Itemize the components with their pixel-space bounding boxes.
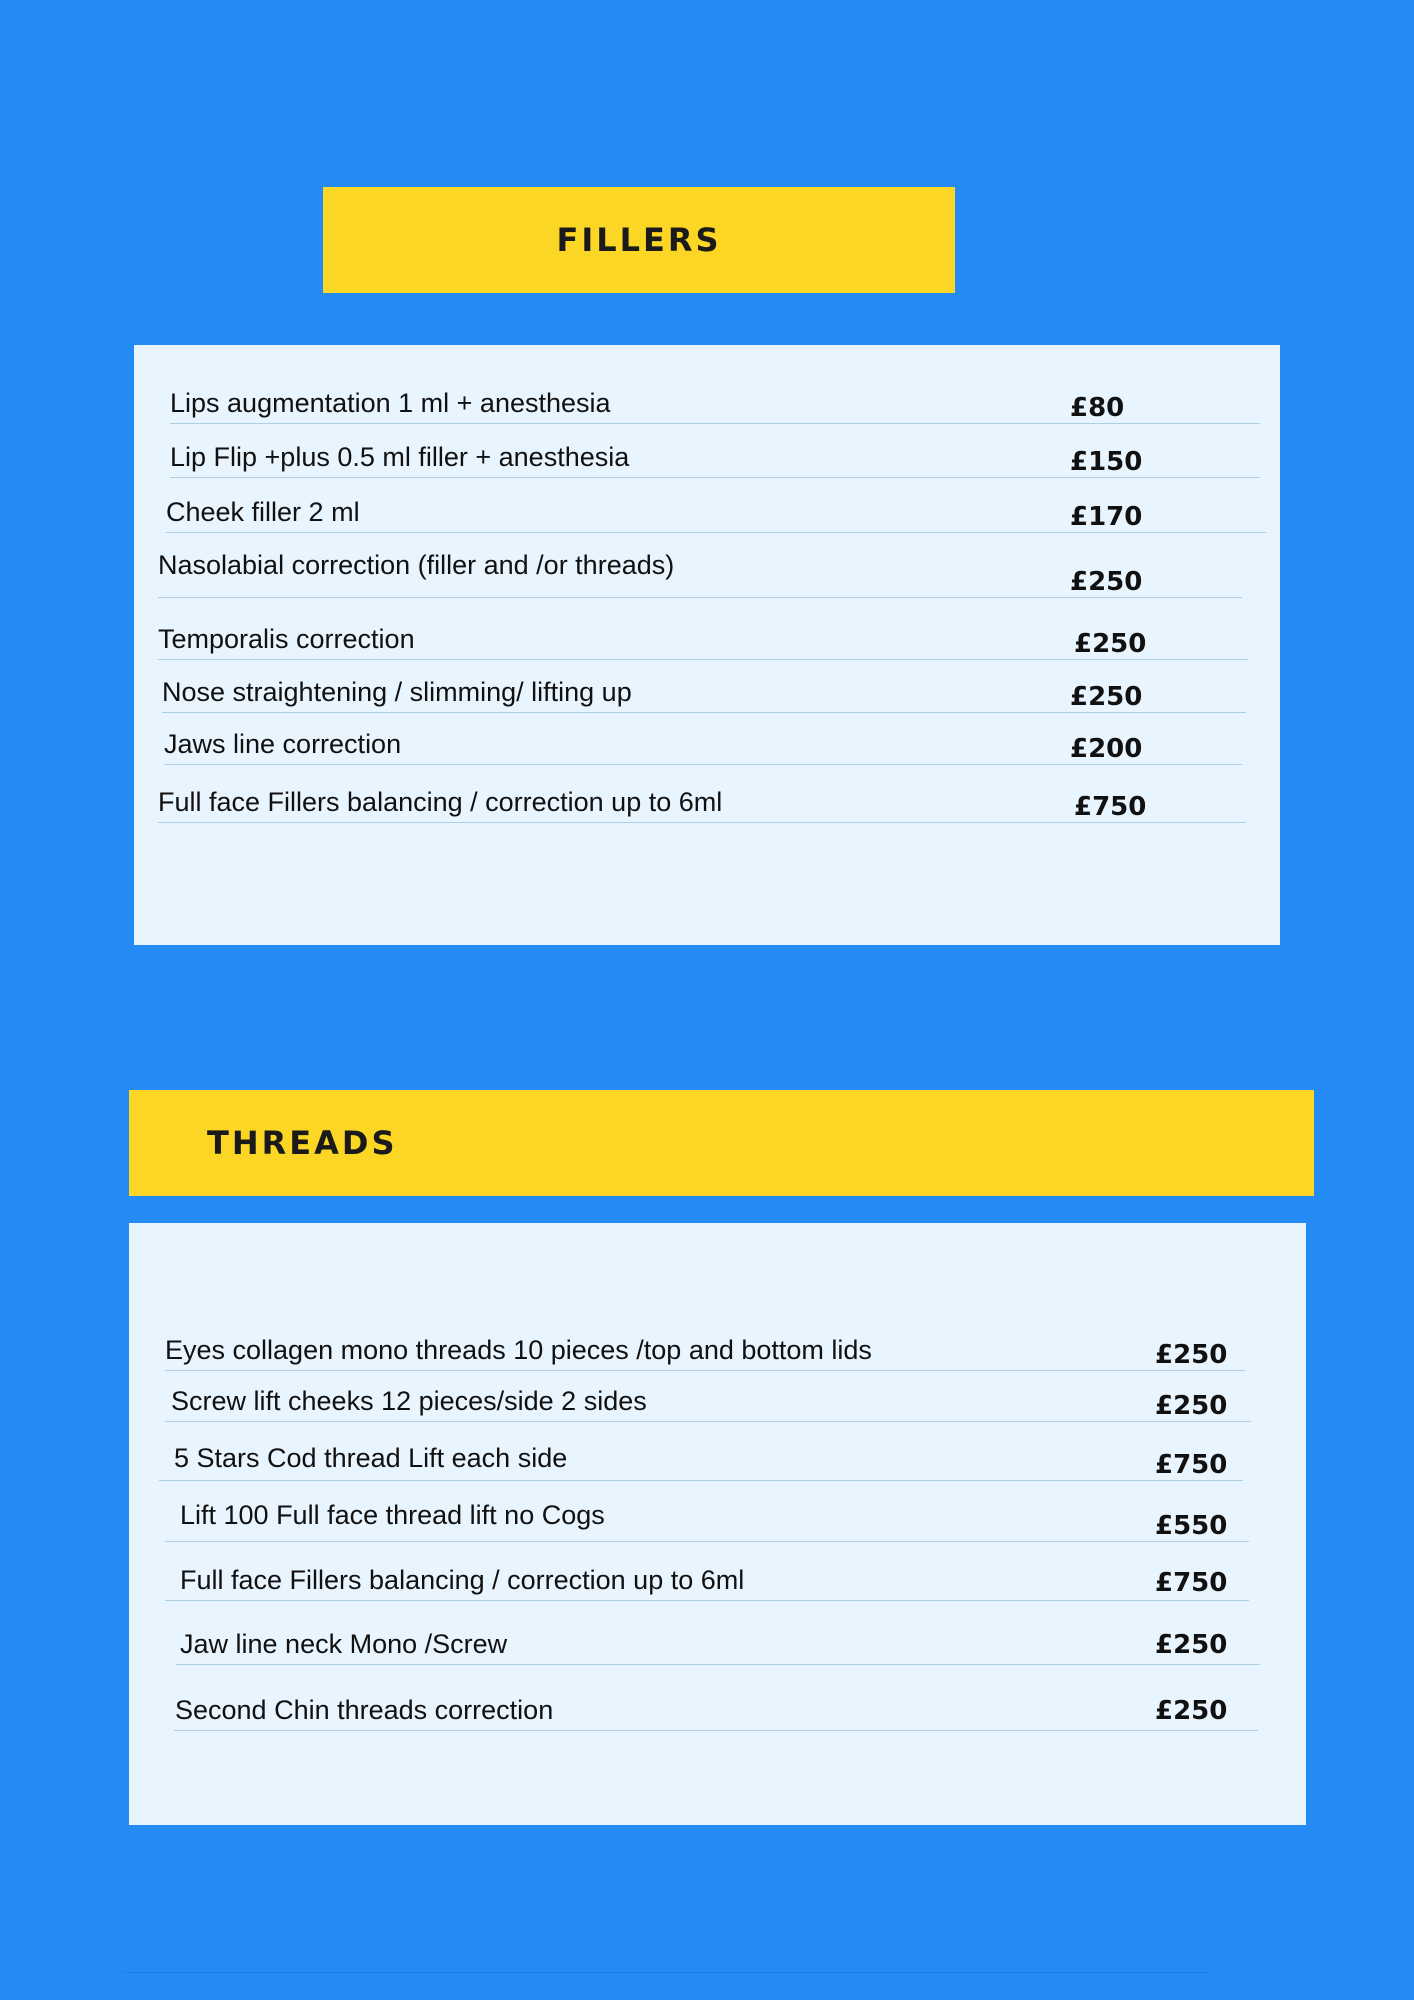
list-item [159, 1440, 1243, 1481]
item-price: £250 [1070, 567, 1143, 597]
item-price: £250 [1070, 682, 1143, 712]
item-name: Nasolabial correction (filler and /or threads) [158, 550, 675, 580]
list-item [170, 383, 1260, 424]
item-price: £550 [1155, 1511, 1228, 1541]
item-name: Second Chin threads correction [175, 1695, 554, 1725]
fillers-price-list [134, 345, 1280, 945]
item-price: £80 [1070, 393, 1125, 423]
list-item [165, 1330, 1245, 1371]
item-price: £170 [1070, 502, 1143, 532]
item-price: £750 [1074, 792, 1147, 822]
item-price: £150 [1070, 447, 1143, 477]
footer-divider [123, 1972, 1208, 1973]
item-name: Cheek filler 2 ml [166, 497, 360, 527]
list-item [165, 1501, 1249, 1542]
list-item [158, 550, 1242, 598]
item-name: Jaw line neck Mono /Screw [180, 1629, 508, 1659]
item-price: £250 [1155, 1391, 1228, 1421]
list-item [174, 1690, 1258, 1731]
item-name: Lift 100 Full face thread lift no Cogs [180, 1500, 605, 1530]
list-item [158, 619, 1248, 660]
item-price: £200 [1070, 734, 1143, 764]
list-item [162, 672, 1246, 713]
item-name: Temporalis correction [158, 624, 415, 654]
item-name: Full face Fillers balancing / correction up to 6ml [158, 787, 723, 817]
list-item [176, 1624, 1260, 1665]
item-name: Lips augmentation 1 ml + anesthesia [170, 388, 611, 418]
item-price: £250 [1074, 629, 1147, 659]
list-item [158, 782, 1246, 823]
item-price: £250 [1155, 1340, 1228, 1370]
threads-banner [129, 1090, 1314, 1196]
list-item [166, 492, 1266, 533]
item-name: Eyes collagen mono threads 10 pieces /top and bottom lids [165, 1335, 872, 1365]
fillers-title: FILLERS [556, 221, 722, 259]
item-price: £250 [1155, 1630, 1228, 1660]
list-item [165, 1381, 1251, 1422]
item-name: Nose straightening / slimming/ lifting up [162, 677, 632, 707]
item-name: Screw lift cheeks 12 pieces/side 2 sides [171, 1386, 647, 1416]
list-item [165, 1560, 1249, 1601]
list-item [164, 724, 1242, 765]
threads-title: THREADS [207, 1124, 398, 1162]
fillers-banner [323, 187, 955, 293]
item-name: Full face Fillers balancing / correction up to 6ml [180, 1565, 745, 1595]
item-price: £250 [1155, 1696, 1228, 1726]
item-price: £750 [1155, 1450, 1228, 1480]
item-name: Lip Flip +plus 0.5 ml filler + anesthesia [170, 442, 630, 472]
item-name: 5 Stars Cod thread Lift each side [174, 1443, 568, 1473]
item-price: £750 [1155, 1568, 1228, 1598]
list-item [170, 437, 1260, 478]
threads-price-list [129, 1223, 1306, 1825]
item-name: Jaws line correction [164, 729, 402, 759]
